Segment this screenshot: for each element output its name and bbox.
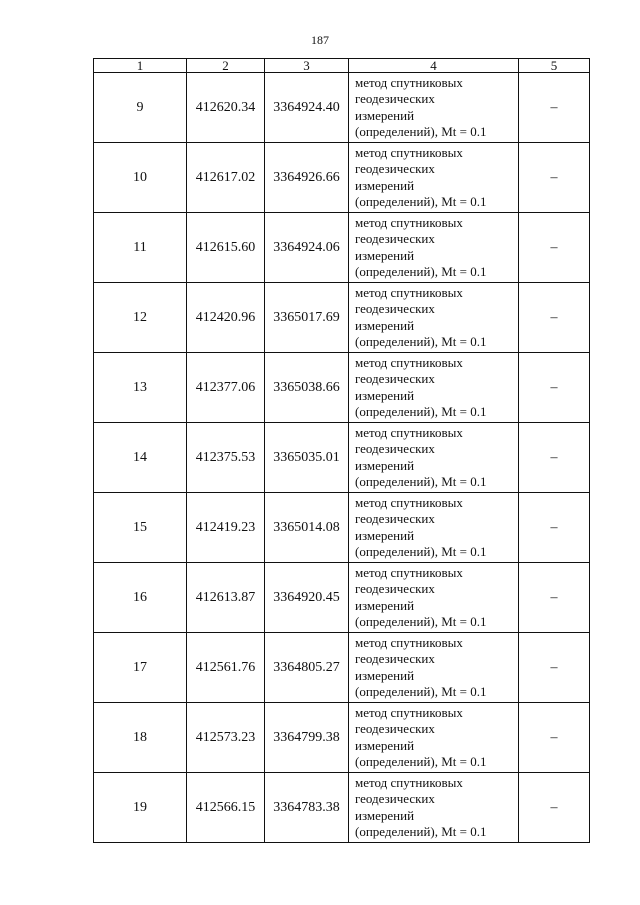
note-cell: – — [519, 353, 590, 423]
method-cell: метод спутниковых геодезических измерений (определений), Mt = 0.1 — [349, 213, 519, 283]
header-col-3: 3 — [265, 59, 349, 73]
method-cell: метод спутниковых геодезических измерений (определений), Mt = 0.1 — [349, 143, 519, 213]
table-row — [94, 213, 590, 283]
x-coordinate-cell: 412613.87 — [187, 563, 265, 633]
table-row — [94, 353, 590, 423]
y-coordinate-cell: 3364799.38 — [265, 703, 349, 773]
table-row — [94, 283, 590, 353]
x-coordinate-cell: 412573.23 — [187, 703, 265, 773]
point-number-cell: 11 — [94, 213, 187, 283]
header-col-5: 5 — [519, 59, 590, 73]
point-number-cell: 19 — [94, 773, 187, 843]
method-cell: метод спутниковых геодезических измерений (определений), Mt = 0.1 — [349, 703, 519, 773]
note-cell: – — [519, 633, 590, 703]
point-number-cell: 14 — [94, 423, 187, 493]
y-coordinate-cell: 3364924.06 — [265, 213, 349, 283]
point-number-cell: 17 — [94, 633, 187, 703]
table-header-row — [94, 59, 590, 73]
note-cell: – — [519, 73, 590, 143]
note-cell: – — [519, 143, 590, 213]
table-row — [94, 773, 590, 843]
note-cell: – — [519, 703, 590, 773]
y-coordinate-cell: 3365014.08 — [265, 493, 349, 563]
x-coordinate-cell: 412620.34 — [187, 73, 265, 143]
note-cell: – — [519, 773, 590, 843]
point-number-cell: 18 — [94, 703, 187, 773]
y-coordinate-cell: 3364920.45 — [265, 563, 349, 633]
note-cell: – — [519, 283, 590, 353]
note-cell: – — [519, 563, 590, 633]
table-row — [94, 143, 590, 213]
point-number-cell: 12 — [94, 283, 187, 353]
method-cell: метод спутниковых геодезических измерений (определений), Mt = 0.1 — [349, 633, 519, 703]
point-number-cell: 10 — [94, 143, 187, 213]
y-coordinate-cell: 3364783.38 — [265, 773, 349, 843]
table-row — [94, 633, 590, 703]
method-cell: метод спутниковых геодезических измерений (определений), Mt = 0.1 — [349, 353, 519, 423]
x-coordinate-cell: 412419.23 — [187, 493, 265, 563]
table-row — [94, 703, 590, 773]
method-cell: метод спутниковых геодезических измерений (определений), Mt = 0.1 — [349, 493, 519, 563]
x-coordinate-cell: 412617.02 — [187, 143, 265, 213]
x-coordinate-cell: 412420.96 — [187, 283, 265, 353]
y-coordinate-cell: 3364805.27 — [265, 633, 349, 703]
table-row — [94, 563, 590, 633]
header-col-1: 1 — [94, 59, 187, 73]
x-coordinate-cell: 412561.76 — [187, 633, 265, 703]
point-number-cell: 13 — [94, 353, 187, 423]
note-cell: – — [519, 423, 590, 493]
header-col-4: 4 — [349, 59, 519, 73]
y-coordinate-cell: 3365035.01 — [265, 423, 349, 493]
table-row — [94, 493, 590, 563]
method-cell: метод спутниковых геодезических измерений (определений), Mt = 0.1 — [349, 73, 519, 143]
note-cell: – — [519, 213, 590, 283]
note-cell: – — [519, 493, 590, 563]
table-row — [94, 73, 590, 143]
y-coordinate-cell: 3364924.40 — [265, 73, 349, 143]
method-cell: метод спутниковых геодезических измерений (определений), Mt = 0.1 — [349, 283, 519, 353]
y-coordinate-cell: 3365038.66 — [265, 353, 349, 423]
x-coordinate-cell: 412566.15 — [187, 773, 265, 843]
table-body — [94, 59, 590, 843]
method-cell: метод спутниковых геодезических измерений (определений), Mt = 0.1 — [349, 773, 519, 843]
x-coordinate-cell: 412615.60 — [187, 213, 265, 283]
point-number-cell: 15 — [94, 493, 187, 563]
point-number-cell: 16 — [94, 563, 187, 633]
method-cell: метод спутниковых геодезических измерений (определений), Mt = 0.1 — [349, 563, 519, 633]
coordinates-table — [93, 58, 590, 843]
y-coordinate-cell: 3365017.69 — [265, 283, 349, 353]
table-row — [94, 423, 590, 493]
method-cell: метод спутниковых геодезических измерений (определений), Mt = 0.1 — [349, 423, 519, 493]
header-col-2: 2 — [187, 59, 265, 73]
point-number-cell: 9 — [94, 73, 187, 143]
page-number: 187 — [311, 33, 329, 47]
x-coordinate-cell: 412377.06 — [187, 353, 265, 423]
x-coordinate-cell: 412375.53 — [187, 423, 265, 493]
y-coordinate-cell: 3364926.66 — [265, 143, 349, 213]
